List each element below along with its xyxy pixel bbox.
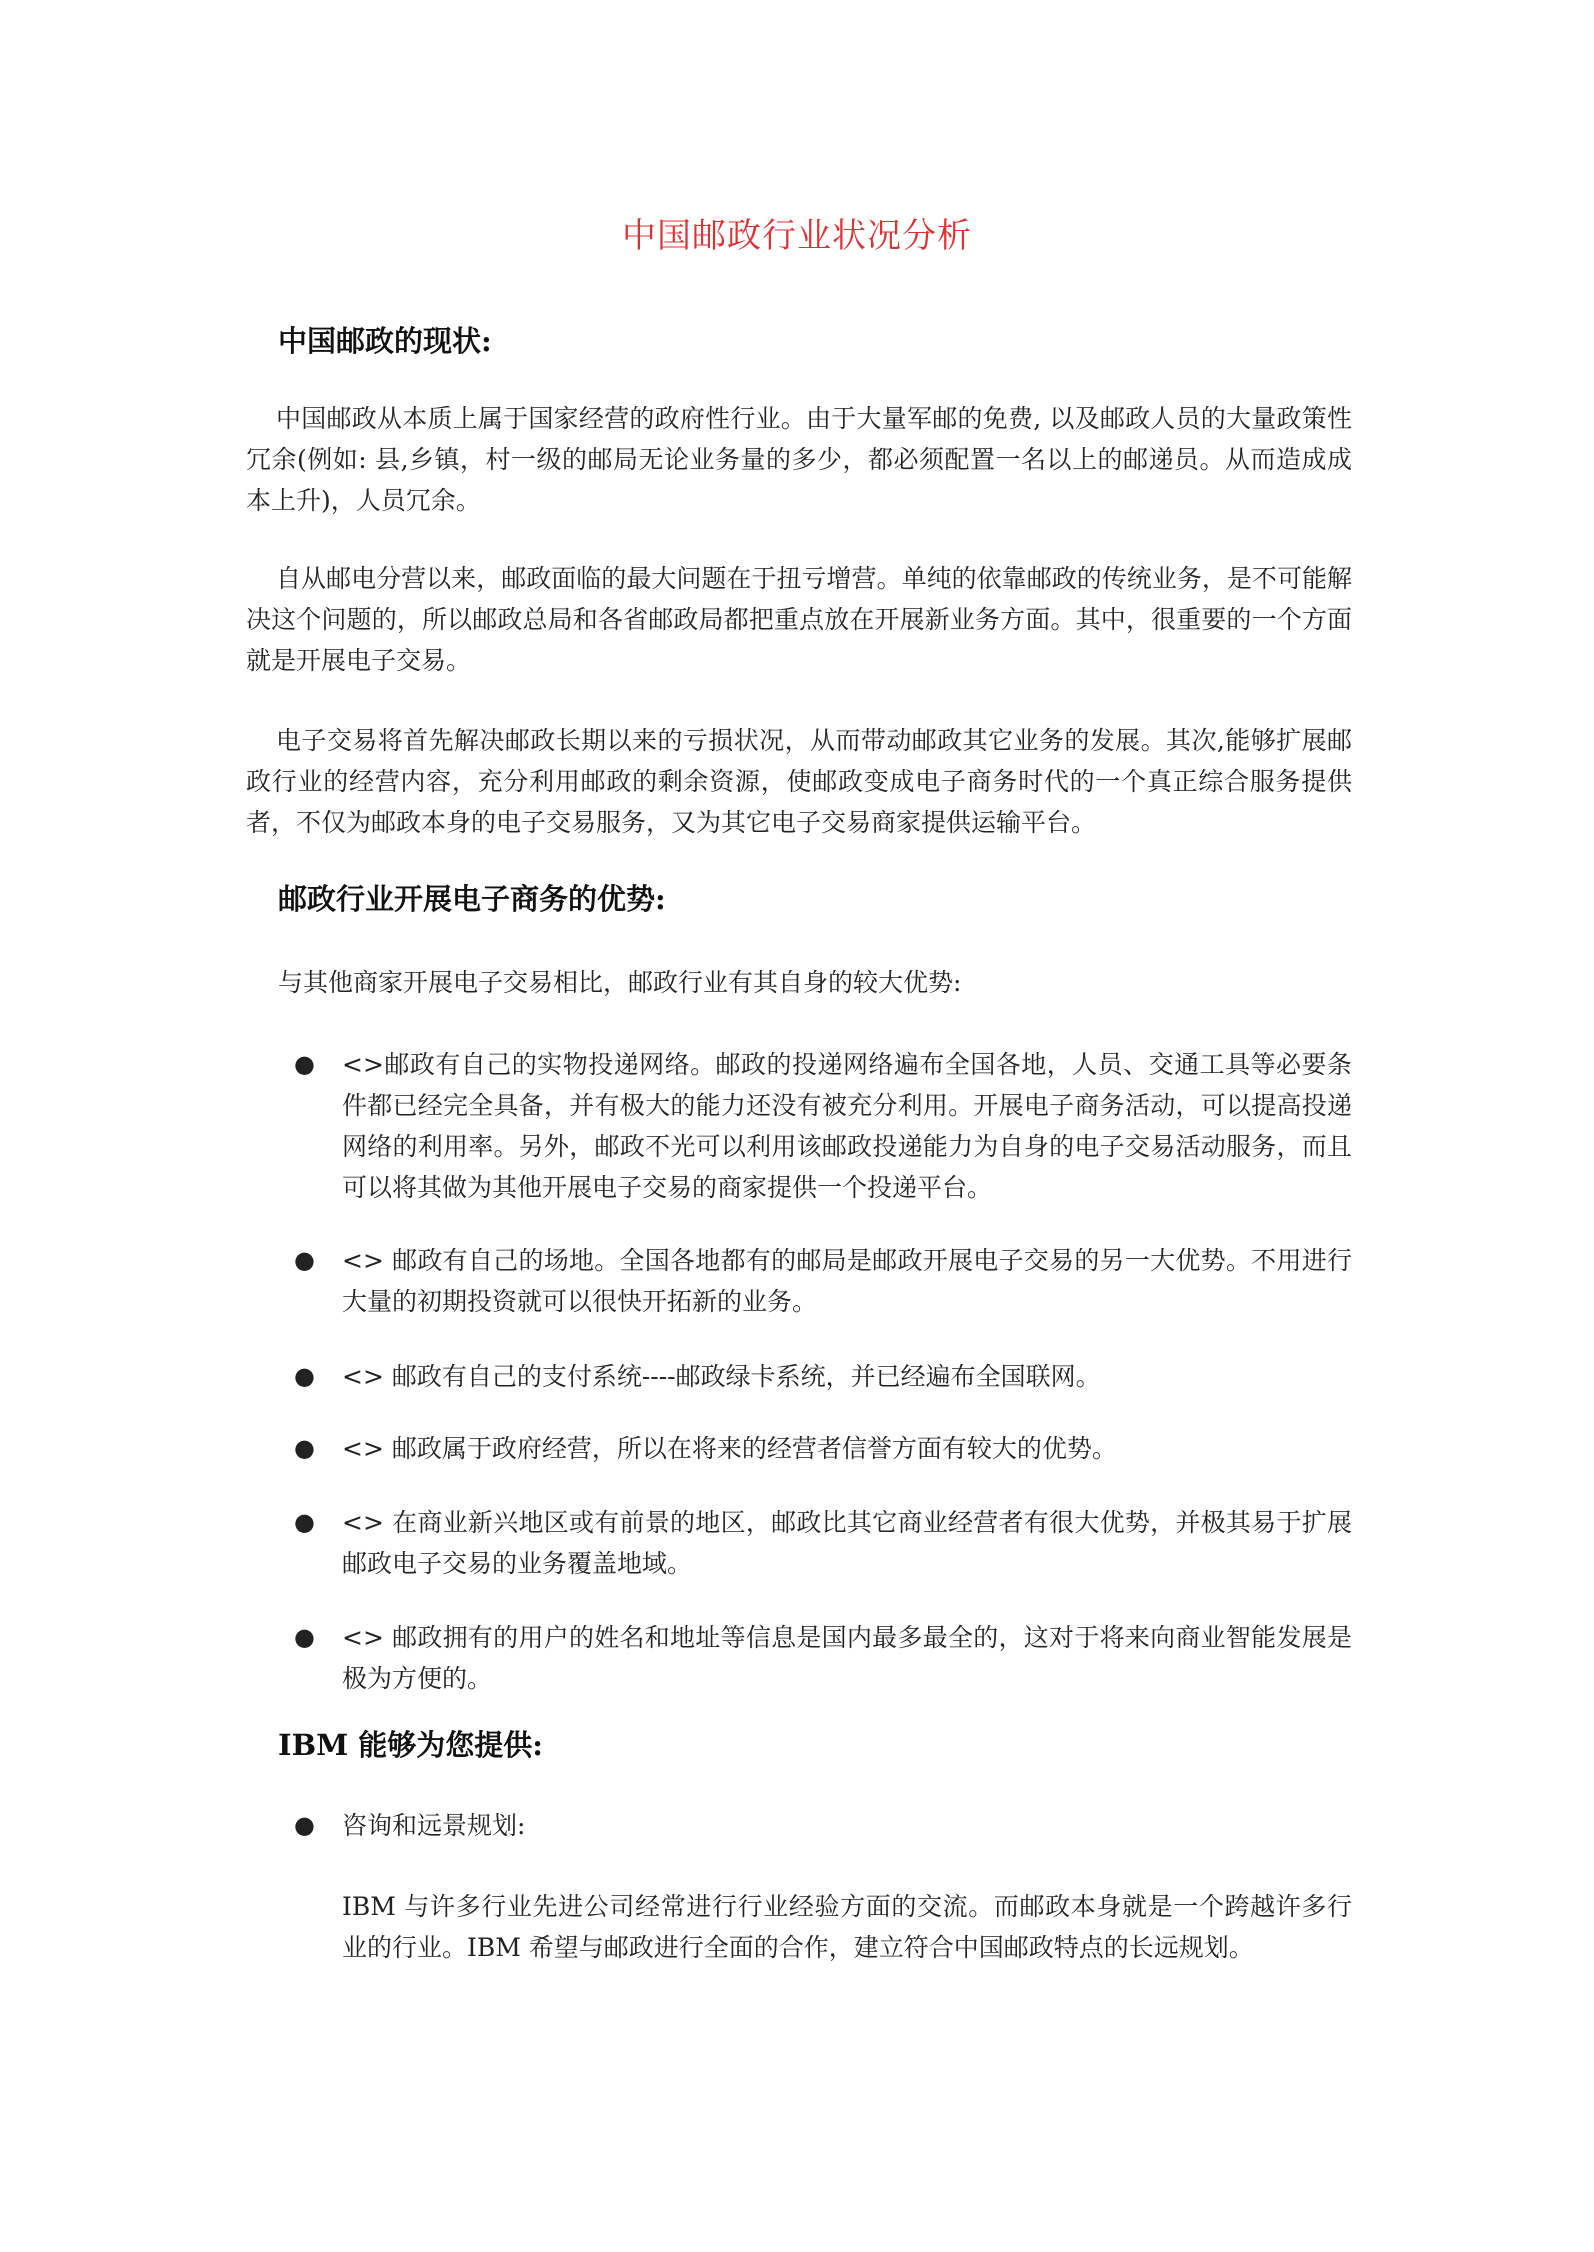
paragraph: 中国邮政从本质上属于国家经营的政府性行业。由于大量军邮的免费, 以及邮政人员的大量政策性冗余(例如: 县,乡镇，村一级的邮局无论业务量的多少，都必须配置一名以上的邮递员。从而造成成本上升)，人员冗余。 [246,404,1352,515]
sub-paragraph: IBM 与许多行业先进公司经常进行行业经验方面的交流。而邮政本身就是一个跨越许多行业的行业。IBM 希望与邮政进行全面的合作，建立符合中国邮政特点的长远规划。 [342,1892,1352,1962]
paragraph: 自从邮电分营以来，邮政面临的最大问题在于扭亏增营。单纯的依靠邮政的传统业务，是不可能解决这个问题的，所以邮政总局和各省邮政局都把重点放在开展新业务方面。其中，很重要的一个方面就是开展电子交易。 [246,564,1352,675]
list-item-text: <> 邮政有自己的支付系统----邮政绿卡系统，并已经遍布全国联网。 [342,1362,1101,1391]
bullet-icon: ● [294,1362,315,1390]
list-item-text: <> 邮政有自己的场地。全国各地都有的邮局是邮政开展电子交易的另一大优势。不用进行大量的初期投资就可以很快开拓新的业务。 [342,1246,1352,1316]
bullet-icon: ● [294,1811,315,1839]
section-heading-status: 中国邮政的现状: [278,324,492,358]
list-item-text: 咨询和远景规划: [342,1811,526,1840]
bullet-icon: ● [294,1246,315,1274]
bullet-icon: ● [294,1050,315,1078]
document-title: 中国邮政行业状况分析 [622,216,972,256]
bullet-icon: ● [294,1508,315,1536]
section-intro: 与其他商家开展电子交易相比，邮政行业有其自身的较大优势: [278,968,962,997]
bullet-icon: ● [294,1434,315,1462]
section-heading-advantages: 邮政行业开展电子商务的优势: [278,882,666,916]
list-item-text: <>邮政有自己的实物投递网络。邮政的投递网络遍布全国各地，人员、交通工具等必要条件都已经完全具备，并有极大的能力还没有被充分利用。开展电子商务活动，可以提高投递网络的利用率。另外，邮政不光可以利用该邮政投递能力为自身的电子交易活动服务，而且可以将其做为其他开展电子交易的商家提供一个投递平台。 [342,1050,1352,1202]
bullet-icon: ● [294,1623,315,1651]
list-item-text: <> 在商业新兴地区或有前景的地区，邮政比其它商业经营者有很大优势，并极其易于扩展邮政电子交易的业务覆盖地域。 [342,1508,1352,1578]
list-item-text: <> 邮政拥有的用户的姓名和地址等信息是国内最多最全的，这对于将来向商业智能发展是极为方便的。 [342,1623,1352,1693]
list-item-text: <> 邮政属于政府经营，所以在将来的经营者信誉方面有较大的优势。 [342,1434,1117,1463]
paragraph: 电子交易将首先解决邮政长期以来的亏损状况，从而带动邮政其它业务的发展。其次,能够扩展邮政行业的经营内容，充分利用邮政的剩余资源，使邮政变成电子商务时代的一个真正综合服务提供者，不仅为邮政本身的电子交易服务，又为其它电子交易商家提供运输平台。 [246,726,1352,837]
section-heading-ibm: IBM 能够为您提供: [278,1728,543,1762]
